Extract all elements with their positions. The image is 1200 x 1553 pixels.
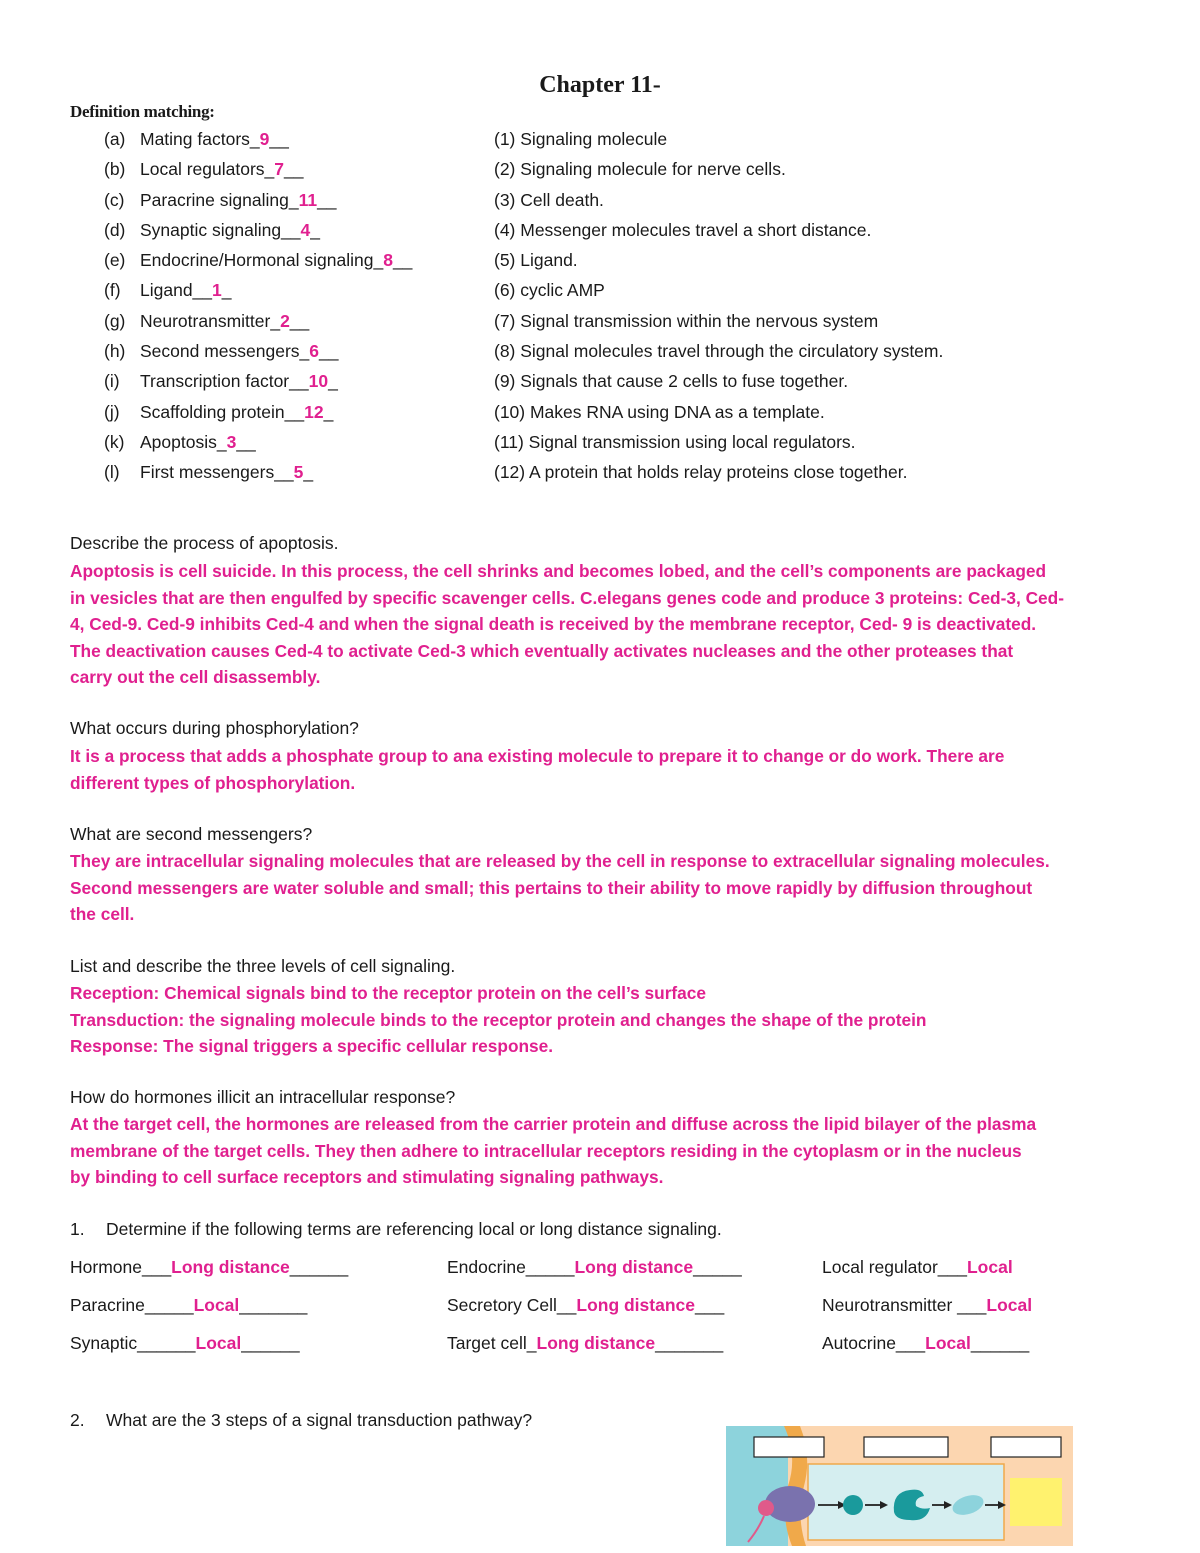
term-hormone: Hormone___Long distance______ bbox=[70, 1257, 349, 1277]
term-paracrine: Paracrine_____Local_______ bbox=[70, 1295, 308, 1315]
label-box-response[interactable] bbox=[991, 1437, 1061, 1457]
page-title: Chapter 11- bbox=[539, 72, 661, 98]
signal-transduction-diagram bbox=[726, 1426, 1073, 1546]
matching-definition: (4) Messenger molecules travel a short distance. bbox=[494, 219, 872, 240]
label-box-reception[interactable] bbox=[754, 1437, 824, 1457]
signal-molecule bbox=[758, 1500, 774, 1516]
matching-term-row: (l) First messengers__5_ bbox=[104, 462, 314, 483]
question-hormones: How do hormones illicit an intracellular response? bbox=[70, 1087, 456, 1107]
matching-term-row: (f) Ligand__1_ bbox=[104, 280, 232, 301]
term-target-cell: Target cell_Long distance_______ bbox=[447, 1333, 724, 1353]
term-synaptic: Synaptic______Local______ bbox=[70, 1333, 300, 1353]
matching-definition: (5) Ligand. bbox=[494, 250, 578, 271]
relay-molecule-1 bbox=[843, 1495, 863, 1515]
matching-definition: (8) Signal molecules travel through the circulatory system. bbox=[494, 341, 944, 362]
question-second-messengers: What are second messengers? bbox=[70, 824, 313, 844]
numbered-question-2: 2. What are the 3 steps of a signal transduction pathway? bbox=[70, 1410, 533, 1430]
matching-definition: (3) Cell death. bbox=[494, 189, 604, 210]
matching-term-row: (e) Endocrine/Hormonal signaling_8__ bbox=[104, 250, 413, 271]
question-apoptosis: Describe the process of apoptosis. bbox=[70, 533, 339, 553]
question-levels-of-signaling: List and describe the three levels of cell signaling. bbox=[70, 956, 456, 976]
matching-definition: (2) Signaling molecule for nerve cells. bbox=[494, 159, 786, 180]
matching-definition: (11) Signal transmission using local regulators. bbox=[494, 431, 856, 452]
term-local-regulator: Local regulator___Local bbox=[822, 1257, 1013, 1277]
matching-term-row: (g) Neurotransmitter_2__ bbox=[104, 310, 310, 331]
label-box-transduction[interactable] bbox=[864, 1437, 948, 1457]
matching-definition: (6) cyclic AMP bbox=[494, 280, 605, 301]
matching-terms-column bbox=[104, 124, 412, 488]
term-secretory-cell: Secretory Cell__Long distance___ bbox=[447, 1295, 725, 1315]
definition-heading: Definition matching: bbox=[70, 102, 215, 121]
answer-levels-of-signaling: Reception: Chemical signals bind to the receptor protein on the cell’s surface Transduction: the signaling molecule binds to the receptor protein and changes the shape of the protein Response: The signal triggers a specific cellular response. bbox=[70, 983, 927, 1056]
matching-term-row: (i) Transcription factor__10_ bbox=[104, 371, 338, 392]
term-autocrine: Autocrine___Local______ bbox=[822, 1333, 1030, 1353]
matching-definition: (10) Makes RNA using DNA as a template. bbox=[494, 401, 825, 422]
matching-definition: (9) Signals that cause 2 cells to fuse together. bbox=[494, 371, 849, 392]
term-endocrine: Endocrine_____Long distance_____ bbox=[447, 1257, 742, 1277]
answer-second-messengers: They are intracellular signaling molecules that are released by the cell in response to extracellular signaling molecules. Second messengers are water soluble and small; this pertains to their ability to move rapidly by diffusion throughout the cell. bbox=[70, 851, 1050, 924]
answer-phosphorylation: It is a process that adds a phosphate group to ana existing molecule to prepare it to change or do work. There are different types of phosphorylation. bbox=[70, 746, 1005, 793]
matching-definition: (1) Signaling molecule bbox=[494, 129, 668, 149]
matching-term-row: (b) Local regulators_7__ bbox=[104, 159, 304, 180]
matching-term-row: (j) Scaffolding protein__12_ bbox=[104, 401, 334, 422]
question-phosphorylation: What occurs during phosphorylation? bbox=[70, 718, 359, 738]
matching-definition: (7) Signal transmission within the nervous system bbox=[494, 310, 879, 331]
term-neurotransmitter: Neurotransmitter ___Local bbox=[822, 1295, 1033, 1315]
matching-term-row: (k) Apoptosis_3__ bbox=[104, 431, 256, 452]
numbered-question-1: 1. Determine if the following terms are referencing local or long distance signaling. bbox=[70, 1219, 722, 1239]
matching-term-row: (d) Synaptic signaling__4_ bbox=[104, 219, 320, 240]
matching-definition: (12) A protein that holds relay proteins close together. bbox=[494, 462, 908, 483]
matching-definitions-column bbox=[494, 124, 943, 488]
response-box bbox=[1010, 1478, 1062, 1526]
answer-hormones: At the target cell, the hormones are released from the carrier protein and diffuse across the lipid bilayer of the plasma membrane of the target cells. They then adhere to intracellular receptors residing in the cytoplasm or in the nucleus by binding to cell surface receptors and stimulating signaling pathways. bbox=[70, 1114, 1037, 1187]
answer-apoptosis: Apoptosis is cell suicide. In this process, the cell shrinks and becomes lobed, and the cell’s components are packaged in vesicles that are then engulfed by specific scavenger cells. C.elegans genes code and produce 3 proteins: Ced-3, Ced- 4, Ced-9. Ced-9 inhibits Ced-4 and when the signal death is received by the membrane receptor, Ced- 9 is deactivated. The deactivation causes Ced-4 to activate Ced-3 which eventually activates nucleases and the other proteases that carry out the cell disassembly. bbox=[70, 561, 1064, 687]
matching-term-row: (h) Second messengers_6__ bbox=[104, 341, 339, 362]
matching-term-row: (a) Mating factors_9__ bbox=[104, 129, 289, 149]
matching-term-row: (c) Paracrine signaling_11__ bbox=[104, 189, 337, 210]
